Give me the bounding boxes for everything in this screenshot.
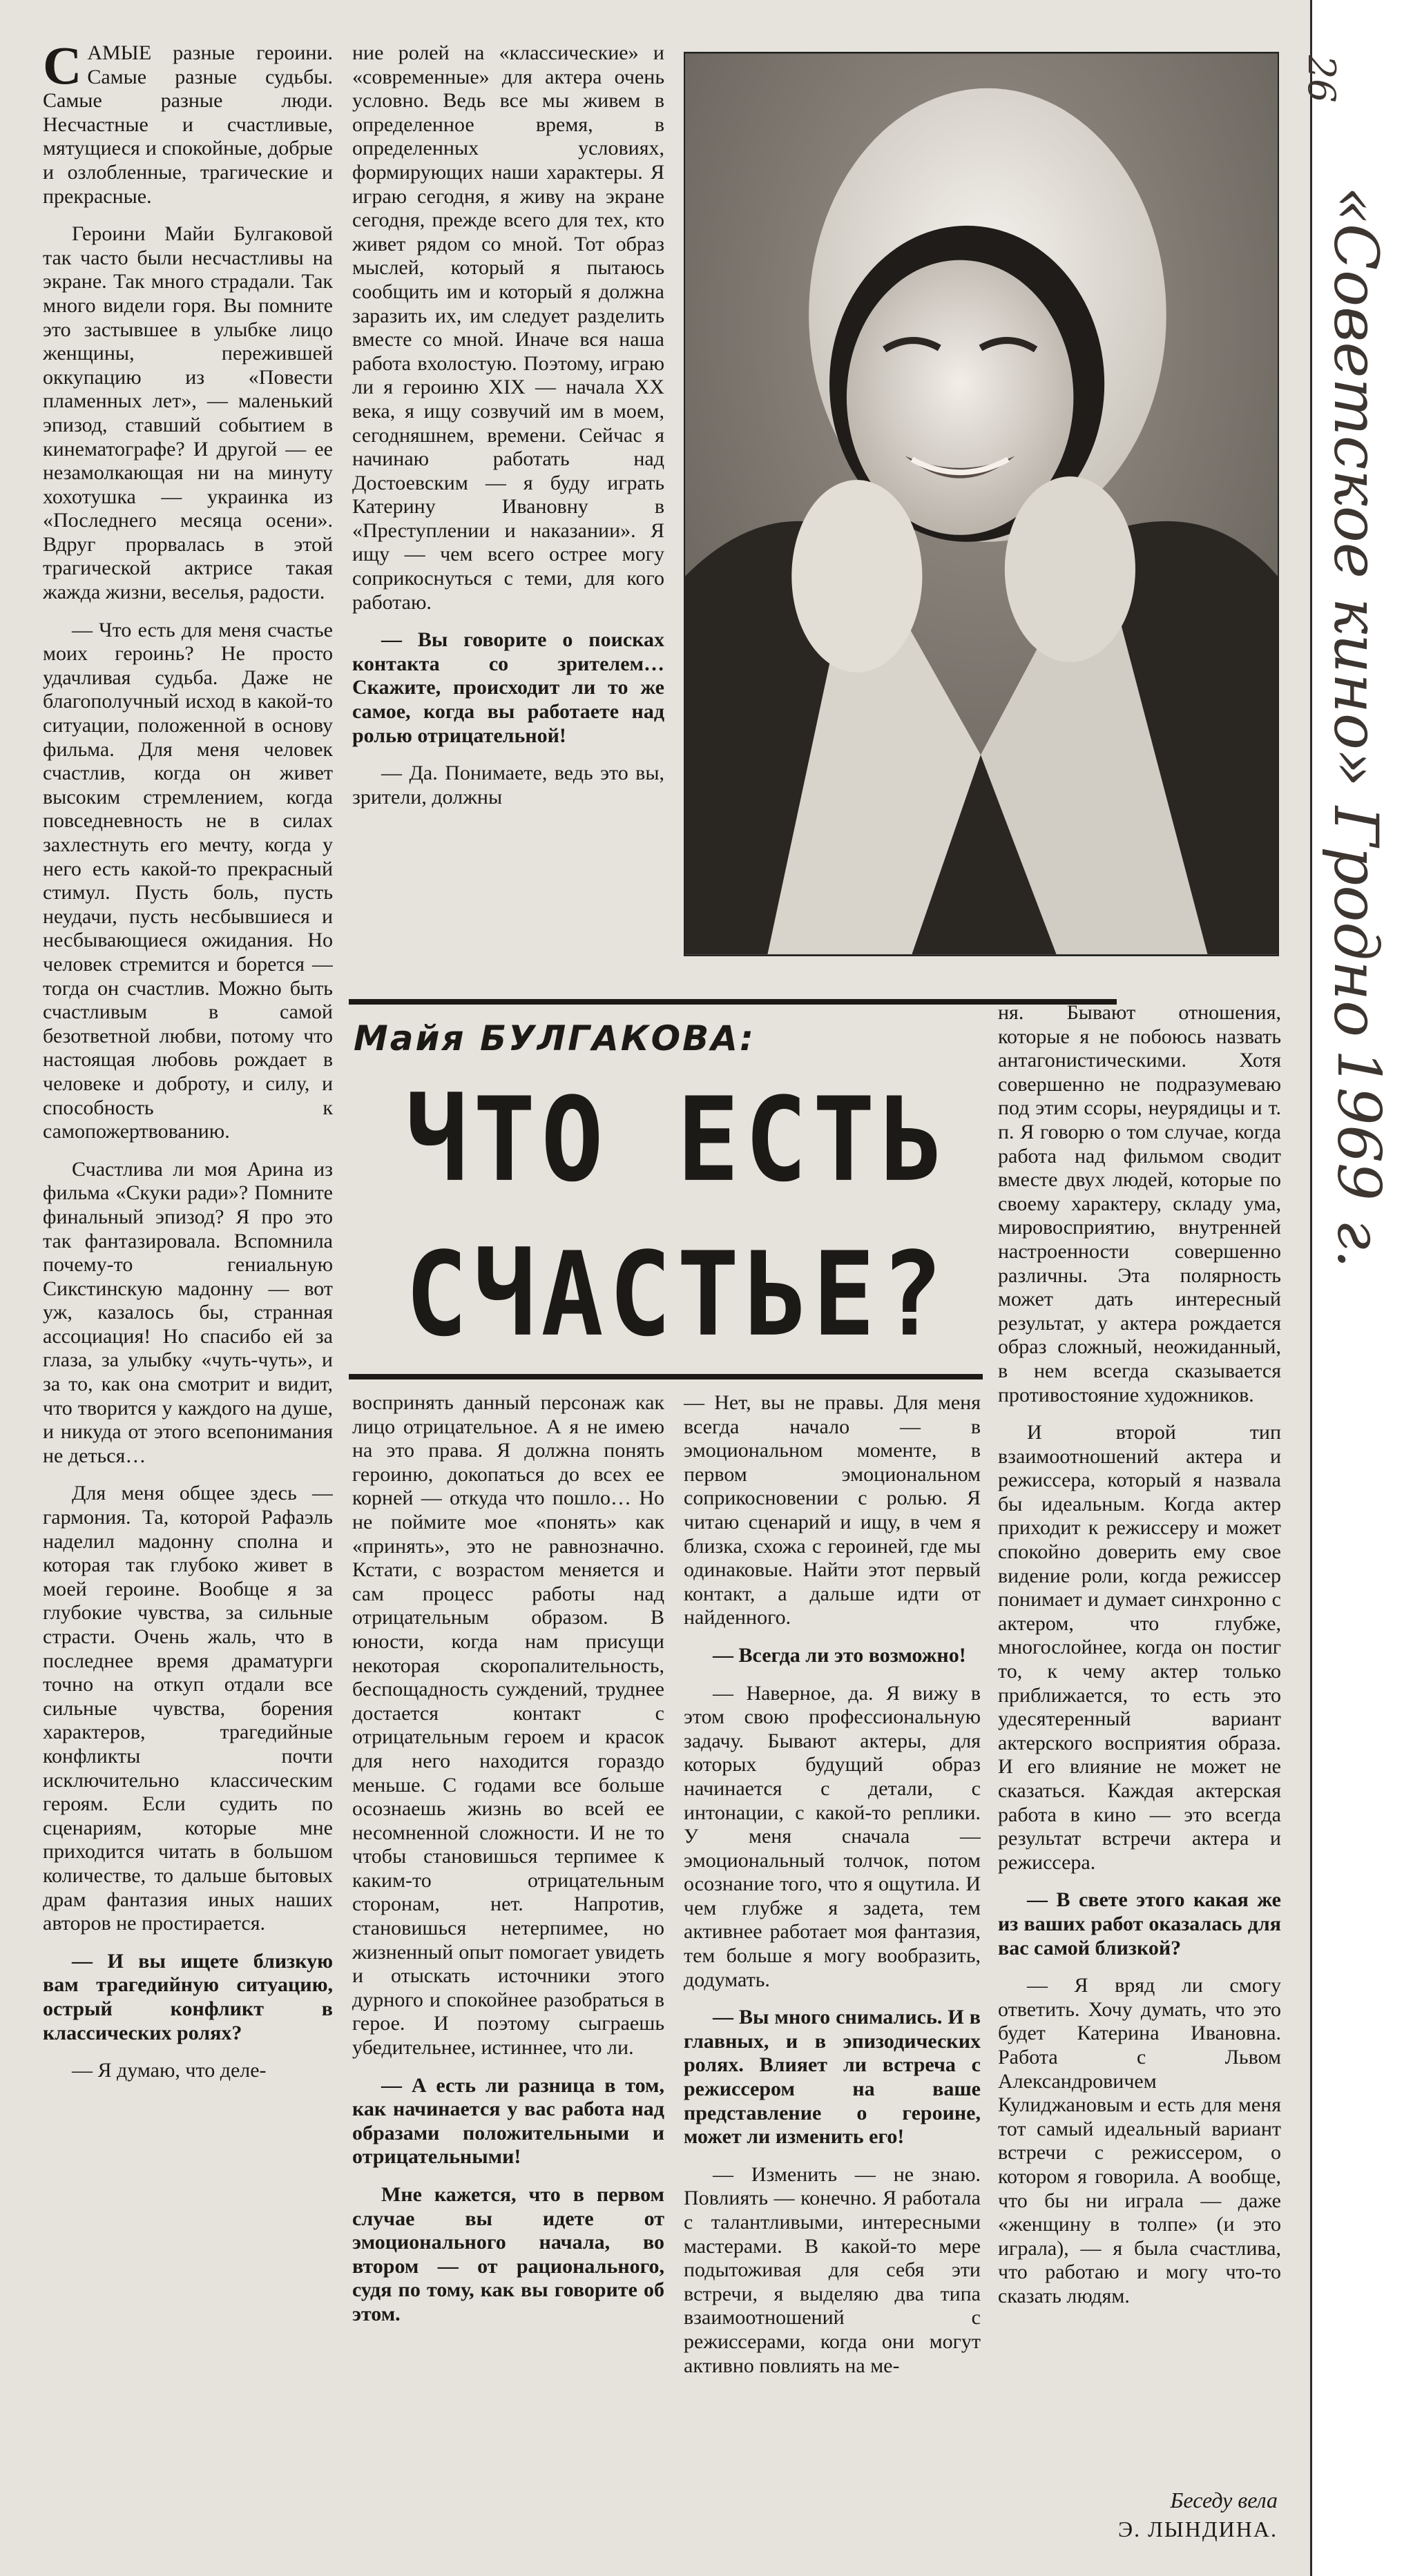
signature-by: Беседу вела	[1170, 2488, 1278, 2512]
drop-cap: С	[43, 41, 82, 95]
column-3	[352, 1391, 664, 2562]
page-number-note: 26	[1300, 55, 1343, 103]
interviewer-question: Мне кажется, что в первом случае вы идете от эмоционального начала, во втором — от рационального, судя по тому, как вы говорите об этом.	[352, 2183, 664, 2325]
column-4	[684, 1391, 981, 2562]
interviewer-question: — В свете этого какая же из ваших работ оказалась для вас самой близкой?	[998, 1888, 1281, 1959]
paragraph: — Да. Понимаете, ведь это вы, зрители, должны	[352, 762, 664, 808]
paragraph: — Я думаю, что деле-	[72, 2059, 267, 2082]
paragraph: ние ролей на «классические» и «современные» для актера очень условно. Ведь все мы живем в определенное время, в определенных условиях, формирующих наши характеры. Я играю сегодня, я живу на экране сегодня, прежде всего для тех, кто живет рядом со мной. Тот образ мыслей, который я пытаюсь сообщить им и который я должна заразить их, им следует разделить вместе со мной. Иначе вся наша работа вхолостую. Поэтому, играю ли я героиню XIX — начала XX века, я ищу созвучий им в моем, сегодняшнем, времени. Сейчас я начинаю работать над Достоевским — я буду играть Катерину Ивановну в «Преступлении и наказании». Я ищу — чем всего острее могу соприкоснуться с теми, для кого работаю.	[352, 41, 664, 614]
paragraph: — Я вряд ли смогу ответить. Хочу думать, что это будет Катерина Ивановна. Работа с Львом Александровичем Кулиджановым и есть для меня тот самый идеальный вариант встречи с режиссером, о котором я говорила. А вообще, что бы ни играла — даже «женщину в толпе» (и это играла), — я была счастлива, что работаю и могу что-то сказать людям.	[998, 1974, 1281, 2307]
interviewer-question: — А есть ли разница в том, как начинается у вас работа над образами положительными и отрицательными!	[352, 2073, 664, 2169]
signature-name: Э. ЛЫНДИНА.	[1118, 2517, 1278, 2541]
source-note: «Советское кино» Гродно	[1320, 186, 1392, 1038]
signature	[1064, 2486, 1278, 2568]
paragraph: — Нет, вы не правы. Для меня всегда начало — в эмоциональном моменте, в первом эмоциональном соприкосновении с ролью. Я читаю сценарий и ищу, в чем я близка, схожа с героиней, где мы одинаковые. Найти этот первый контакт, а дальше идти от найденного.	[684, 1391, 981, 1629]
paragraph: Счастлива ли моя Арина из фильма «Скуки ради»? Помните финальный эпизод? Я про это так фантазировала. Вспомнила почему-то гениальную Сикстинскую мадонну — вот уж, казалось бы, странная ассоциация! Но спасибо ей за глаза, за улыбку «чуть-чуть», и за то, как она смотрит и видит, что творится у каждого на душе, и никуда от этого всепонимания не деться…	[43, 1157, 333, 1467]
headline: ЧТО ЕСТЬ СЧАСТЬЕ?	[405, 1073, 949, 1363]
intro-paragraph: САМЫЕ разные героини. Самые разные судьбы. Самые разные люди. Несчастные и счастливые, мятущиеся и спокойные, добрые и озлобленные, трагические и прекрасные.	[43, 41, 333, 208]
interviewer-question: — Вы говорите о поисках контакта со зрителем… Скажите, происходит ли то же самое, когда вы работаете над ролью отрицательной!	[352, 628, 664, 747]
portrait-image	[685, 53, 1278, 955]
interviewer-question: — И вы ищете близкую вам трагедийную ситуацию, острый конфликт в классических ролях?	[43, 1949, 333, 2044]
interviewer-question: — Вы много снимались. И в главных, и в эпизодических ролях. Влияет ли встреча с режиссером на ваше представление о героине, может ли изменить его!	[684, 2006, 981, 2149]
paragraph: — Наверное, да. Я вижу в этом свою профессиональную задачу. Бывают актеры, для которых будущий образ начинается с детали, с интонации, с какой-то реплики. У меня сначала — эмоциональный толчок, потом осознание того, что я ощутила. И чем глубже я задета, тем активнее работает моя фантазия, тем больше я могу вообразить, додумать.	[684, 1681, 981, 1991]
paragraph: ня. Бывают отношения, которые я не побоюсь назвать антагонистическими. Хотя совершенно не подразумеваю под этим ссоры, неурядицы и т. п. Я говорю о том случае, когда работа над фильмом сводит вместе двух людей, которые по своему характеру, складу ума, мировосприятию, внутренней настроенности совершенно различны. Эта полярность может дать интересный результат, у актера рождается образ сложный, неожиданный, в нем всегда сказывается противостояние художников.	[998, 1001, 1281, 1406]
paragraph: — Что есть для меня счастье моих героинь? Не просто удачливая судьба. Даже не благополучный исход в какой-то ситуации, положенной в основу фильма. Для меня человек счастлив, когда он живет высоким стремлением, когда повседневность не в силах захлестнуть его мечту, когда у него есть какой-то прекрасный стимул. Пусть боль, пусть неудачи, пусть несбывшиеся и несбывающиеся ожидания. Но человек стремится и борется — тогда он счастлив. Можно быть счастливым в самой безответной любви, потому что настоящая любовь рождает в человеке и доброту, и силу, и способность к самопожертвованию.	[43, 618, 333, 1143]
column-1	[43, 41, 333, 2562]
interviewer-question: — Всегда ли это возможно!	[713, 1643, 966, 1667]
column-2	[352, 41, 664, 967]
column-5	[998, 1001, 1281, 2486]
paragraph: И второй тип взаимоотношений актера и режиссера, который я назвала бы идеальным. Когда актер приходит к режиссеру и может спокойно доверить ему свое видение роли, когда режиссер понимает и думает синхронно с актером, что глубже, многослойнее, когда он постиг то, к чему актер только приближается, то есть это удесятеренный вариант актерского восприятия образа. И его влияние не может не сказаться. Каждая актерская работа в кино — это всегда результат встречи актера и режиссера.	[998, 1421, 1281, 1874]
headline-rule-bottom	[349, 1374, 983, 1379]
year-note: 1969 г.	[1324, 1049, 1393, 1268]
paragraph: Для меня общее здесь — гармония. Та, которой Рафаэль наделил мадонну сполна и которая так глубоко живет в моей героине. Вообще я за глубокие чувства, за сильные страсти. Очень жаль, что в последнее время драматурги точно на откуп отдали все сильные чувства, борения характеров, трагедийные конфликты почти исключительно классическим героям. Если судить по сценариям, которые мне приходится читать в большом количестве, то дальше бытовых драм фантазия иных наших авторов не простирается.	[43, 1482, 333, 1935]
paragraph: Героини Майи Булгаковой так часто были несчастливы на экране. Так много страдали. Так много видели горя. Вы помните это застывшее в улыбке лицо женщины, пережившей оккупацию из «Повести пламенных лет», — маленький эпизод, ставший событием в кинематографе? И другой — ее незамолкающая ни на минуту хохотушка — украинка из «Последнего месяца осени». Вдруг прорвалась в этой трагической актрисе такая жажда жизни, веселья, радости.	[43, 222, 333, 604]
byline: Майя БУЛГАКОВА:	[354, 1018, 756, 1058]
handwritten-margin-note	[1300, 28, 1405, 2099]
paragraph: — Изменить — не знаю. Повлиять — конечно. Я работала с талантливыми, интересными мастерами. В какой-то мере подытоживая для себя эти встречи, я выделяю два типа взаимоотношений с режиссерами, когда они могут активно повлиять на ме-	[684, 2162, 981, 2377]
portrait-photo	[684, 52, 1279, 956]
paragraph: воспринять данный персонаж как лицо отрицательное. А я не имею на это права. Я должна понять героиню, докопаться до всех ее корней — откуда что пошло… Но не поймите мое «понять» как «принять», это не равнозначно. Кстати, с возрастом меняется и сам процесс работы над отрицательным образом. В юности, когда нам присущи некоторая скоропалительность, беспощадность суждений, труднее достается контакт с отрицательным героем и красок для него находится гораздо меньше. С годами все больше осознаешь жизнь во всей ее несомненной сложности. И не то чтобы становишься терпимее к каким-то отрицательным сторонам, нет. Напротив, становишься нетерпимее, но жизненный опыт помогает увидеть и отыскать источники этого дурного и спокойнее разобраться в герое. И поэтому сыграешь убедительнее, истиннее, что ли.	[352, 1391, 664, 2060]
